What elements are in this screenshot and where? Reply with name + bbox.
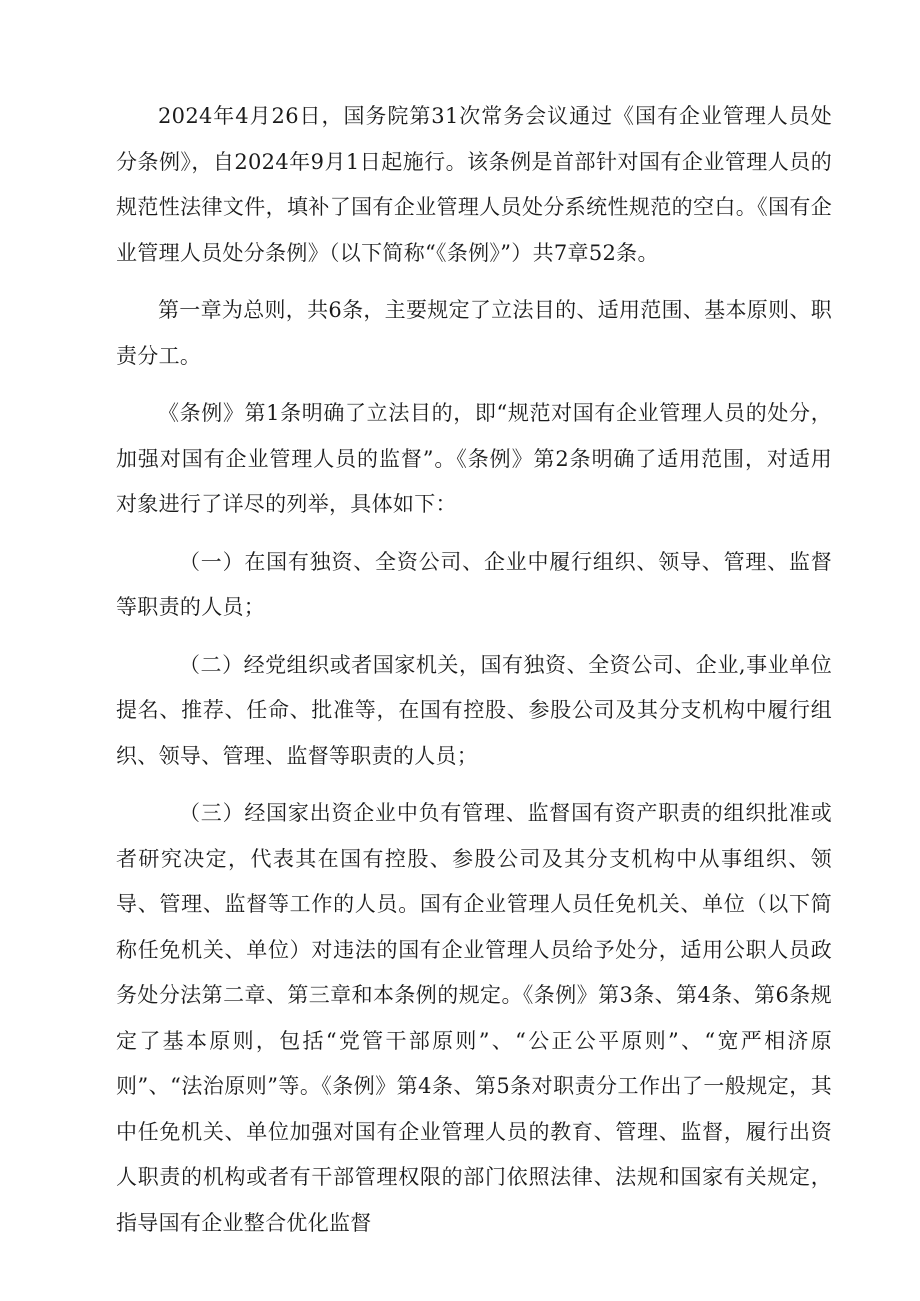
list-item-two: （二）经党组织或者国家机关，国有独资、全资公司、企业,事业单位提名、推荐、任命、批准等，在国有控股、参股公司及其分支机构中履行组织、领导、管理、监督等职责的人员； [116,652,832,768]
paragraph-article-one-two: 《条例》第1条明确了立法目的，即“规范对国有企业管理人员的处分，加强对国有企业管理人员的监督”。《条例》第2条明确了适用范围，对适用对象进行了详尽的列举，具体如下： [116,401,832,516]
paragraph-intro: 2024年4月26日，国务院第31次常务会议通过《国有企业管理人员处分条例》，自2024年9月1日起施行。该条例是首部针对国有企业管理人员的规范性法律文件，填补了国有企业管理人员处分系统性规范的空白。《国有企业管理人员处分条例》（以下简称“《条例》”）共7章52条。 [116,104,832,265]
list-item-one: （一）在国有独资、全资公司、企业中履行组织、领导、管理、监督等职责的人员； [116,549,832,619]
paragraph-chapter-one: 第一章为总则，共6条，主要规定了立法目的、适用范围、基本原则、职责分工。 [116,298,832,368]
list-item-three: （三）经国家出资企业中负有管理、监督国有资产职责的组织批准或者研究决定，代表其在国有控股、参股公司及其分支机构中从事组织、领导、管理、监督等工作的人员。国有企业管理人员任免机关、单位（以下简称任免机关、单位）对违法的国有企业管理人员给予处分，适用公职人员政务处分法第二章、第三章和本条例的规定。《条例》第3条、第4条、第6条规定了基本原则，包括“党管干部原则”、“公正公平原则”、“宽严相济原则”、“法治原则”等。《条例》第4条、第5条对职责分工作出了一般规定，其中任免机关、单位加强对国有企业管理人员的教育、管理、监督，履行出资人职责的机构或者有干部管理权限的部门依照法律、法规和国家有关规定，指导国有企业整合优化监督 [116,801,832,1235]
